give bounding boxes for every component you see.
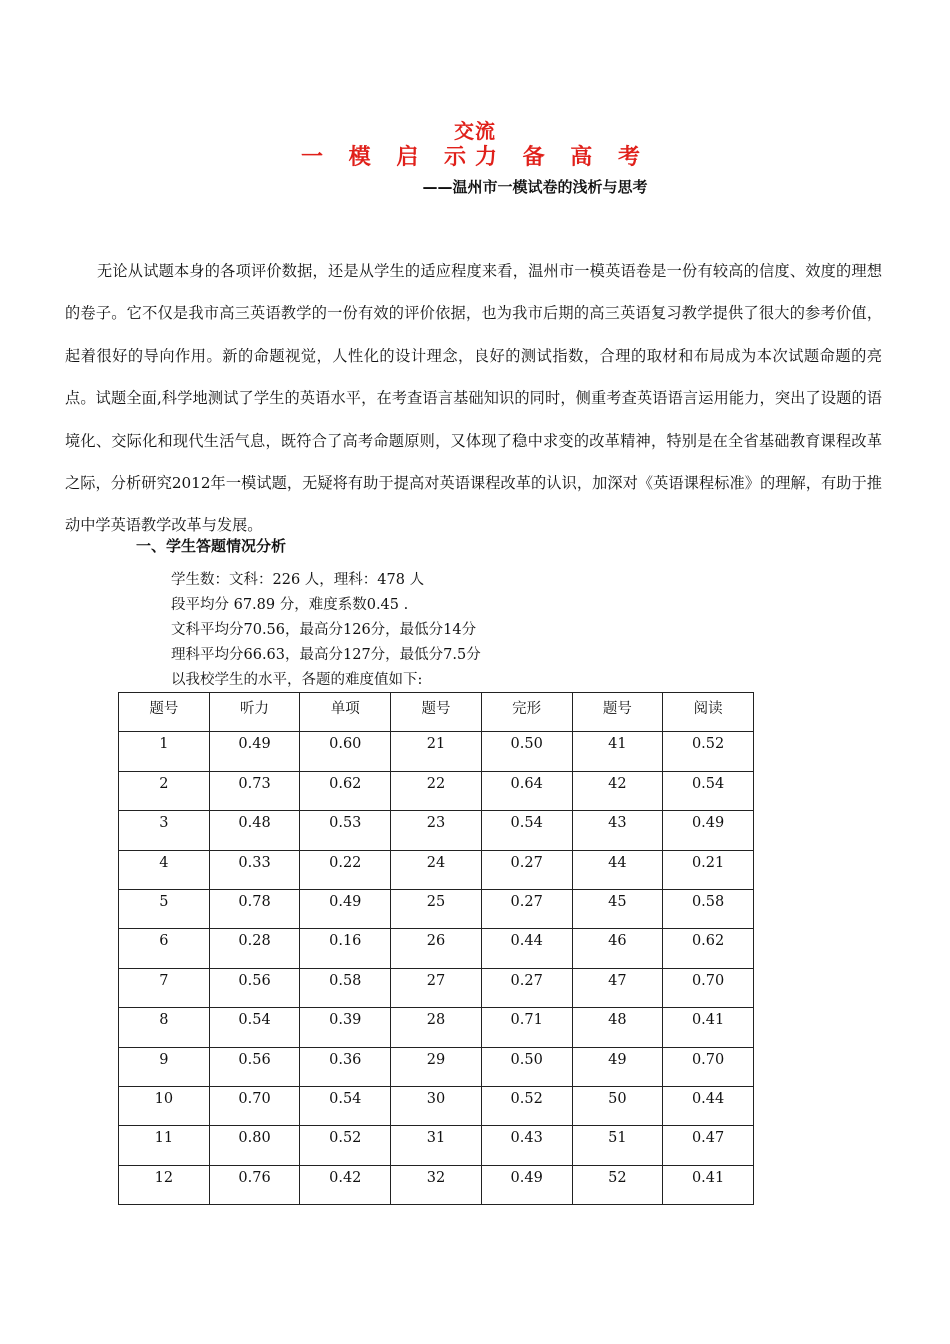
table-cell: 0.47 — [663, 1126, 754, 1165]
table-cell: 30 — [391, 1086, 482, 1125]
table-cell: 0.16 — [300, 929, 391, 968]
table-cell: 0.52 — [481, 1086, 572, 1125]
table-cell: 43 — [572, 811, 663, 850]
table-cell: 0.71 — [481, 1008, 572, 1047]
table-cell: 28 — [391, 1008, 482, 1047]
table-cell: 0.43 — [481, 1126, 572, 1165]
stats-block — [171, 568, 481, 693]
table-cell: 0.54 — [209, 1008, 300, 1047]
table-cell: 31 — [391, 1126, 482, 1165]
table-cell: 0.62 — [663, 929, 754, 968]
stat-line: 以我校学生的水平，各题的难度值如下: — [171, 672, 423, 688]
table-cell: 45 — [572, 889, 663, 928]
table-cell: 0.50 — [481, 1047, 572, 1086]
table-cell: 0.64 — [481, 771, 572, 810]
table-cell: 0.54 — [663, 771, 754, 810]
table-cell: 0.33 — [209, 850, 300, 889]
table-cell: 0.49 — [300, 889, 391, 928]
table-cell: 3 — [119, 811, 210, 850]
table-cell: 47 — [572, 968, 663, 1007]
table-cell: 0.53 — [300, 811, 391, 850]
table-cell: 0.76 — [209, 1165, 300, 1204]
table-cell: 0.52 — [663, 732, 754, 771]
table-cell: 0.56 — [209, 968, 300, 1007]
table-cell: 29 — [391, 1047, 482, 1086]
table-cell: 25 — [391, 889, 482, 928]
table-cell: 0.62 — [300, 771, 391, 810]
table-cell: 0.39 — [300, 1008, 391, 1047]
table-cell: 6 — [119, 929, 210, 968]
table-cell: 49 — [572, 1047, 663, 1086]
table-cell: 27 — [391, 968, 482, 1007]
table-row — [119, 1086, 754, 1125]
table-cell: 0.49 — [481, 1165, 572, 1204]
subtitle-text: ——温州市一模试卷的浅析与思考 — [422, 178, 648, 196]
column-header: 听力 — [209, 693, 300, 732]
intro-section — [65, 250, 882, 547]
table-cell: 9 — [119, 1047, 210, 1086]
table-cell: 51 — [572, 1126, 663, 1165]
table-cell: 23 — [391, 811, 482, 850]
table-header — [119, 693, 754, 732]
column-header: 单项 — [300, 693, 391, 732]
stat-line: 段平均分 67.89 分，难度系数0.45 . — [171, 597, 409, 613]
table-cell: 11 — [119, 1126, 210, 1165]
table-cell: 0.73 — [209, 771, 300, 810]
stat-line: 理科平均分66.63，最高分127分，最低分7.5分 — [171, 647, 481, 663]
table-cell: 46 — [572, 929, 663, 968]
column-header: 完形 — [481, 693, 572, 732]
column-header: 题号 — [119, 693, 210, 732]
table-row — [119, 1165, 754, 1204]
table-cell: 0.58 — [663, 889, 754, 928]
table-cell: 4 — [119, 850, 210, 889]
table-row — [119, 811, 754, 850]
table-cell: 0.70 — [663, 968, 754, 1007]
table-cell: 0.80 — [209, 1126, 300, 1165]
table-cell: 0.50 — [481, 732, 572, 771]
table-row — [119, 1047, 754, 1086]
table-cell: 0.36 — [300, 1047, 391, 1086]
column-header: 题号 — [391, 693, 482, 732]
table-cell: 41 — [572, 732, 663, 771]
table-cell: 0.41 — [663, 1008, 754, 1047]
table-row — [119, 889, 754, 928]
table-cell: 0.78 — [209, 889, 300, 928]
column-header: 阅读 — [663, 693, 754, 732]
table-row — [119, 850, 754, 889]
table-cell: 21 — [391, 732, 482, 771]
table-cell: 0.49 — [209, 732, 300, 771]
table-cell: 26 — [391, 929, 482, 968]
intro-paragraph: 无论从试题本身的各项评价数据，还是从学生的适应程度来看，温州市一模英语卷是一份有较高的信度、效度的理想的卷子。它不仅是我市高三英语教学的一份有效的评价依据，也为我市后期的高三英语复习教学提供了很大的参考价值，起着很好的导向作用。新的命题视觉，人性化的设计理念，良好的测试指数，合理的取材和布局成为本次试题命题的亮点。试题全面,科学地测试了学生的英语水平，在考查语言基础知识的同时，侧重考查英语语言运用能力，突出了设题的语境化、交际化和现代生活气息，既符合了高考命题原则，又体现了稳中求变的改革精神，特别是在全省基础教育课程改革之际，分析研究2012年一模试题，无疑将有助于提高对英语课程改革的认识，加深对《英语课程标准》的理解，有助于推动中学英语教学改革与发展。 — [65, 262, 882, 535]
title-line-2: 一 模 启 示力 备 高 考 — [301, 145, 649, 170]
table-cell: 8 — [119, 1008, 210, 1047]
table-cell: 0.27 — [481, 889, 572, 928]
table-row — [119, 1008, 754, 1047]
table-row — [119, 1126, 754, 1165]
table-cell: 0.54 — [481, 811, 572, 850]
table-cell: 0.70 — [209, 1086, 300, 1125]
table-cell: 0.42 — [300, 1165, 391, 1204]
table-cell: 24 — [391, 850, 482, 889]
table-cell: 0.52 — [300, 1126, 391, 1165]
stat-line: 文科平均分70.56，最高分126分，最低分14分 — [171, 622, 477, 638]
column-header: 题号 — [572, 693, 663, 732]
table-cell: 0.70 — [663, 1047, 754, 1086]
table-cell: 0.54 — [300, 1086, 391, 1125]
difficulty-table — [118, 692, 754, 1205]
table-cell: 0.22 — [300, 850, 391, 889]
subtitle — [0, 176, 950, 197]
table-cell: 44 — [572, 850, 663, 889]
table-cell: 0.27 — [481, 850, 572, 889]
table-cell: 0.27 — [481, 968, 572, 1007]
table-cell: 0.48 — [209, 811, 300, 850]
table-header-row — [119, 693, 754, 732]
table-cell: 0.41 — [663, 1165, 754, 1204]
table-cell: 12 — [119, 1165, 210, 1204]
table-cell: 7 — [119, 968, 210, 1007]
table-cell: 5 — [119, 889, 210, 928]
table-cell: 0.44 — [663, 1086, 754, 1125]
table-cell: 0.56 — [209, 1047, 300, 1086]
table-cell: 22 — [391, 771, 482, 810]
table-cell: 0.28 — [209, 929, 300, 968]
table-cell: 10 — [119, 1086, 210, 1125]
table-cell: 0.60 — [300, 732, 391, 771]
table-row — [119, 968, 754, 1007]
table-cell: 42 — [572, 771, 663, 810]
table-cell: 48 — [572, 1008, 663, 1047]
table-row — [119, 771, 754, 810]
stat-line: 学生数：文科：226 人，理科：478 人 — [171, 572, 425, 588]
title-line-1: 交流 — [454, 119, 496, 143]
table-cell: 0.44 — [481, 929, 572, 968]
table-body — [119, 732, 754, 1205]
section-heading: 一、学生答题情况分析 — [136, 537, 287, 555]
table-cell: 32 — [391, 1165, 482, 1204]
table-cell: 50 — [572, 1086, 663, 1125]
table-row — [119, 732, 754, 771]
table-cell: 0.58 — [300, 968, 391, 1007]
table-cell: 0.49 — [663, 811, 754, 850]
table-cell: 52 — [572, 1165, 663, 1204]
title-block — [0, 118, 950, 172]
table-cell: 2 — [119, 771, 210, 810]
table-row — [119, 929, 754, 968]
table-cell: 0.21 — [663, 850, 754, 889]
table-cell: 1 — [119, 732, 210, 771]
